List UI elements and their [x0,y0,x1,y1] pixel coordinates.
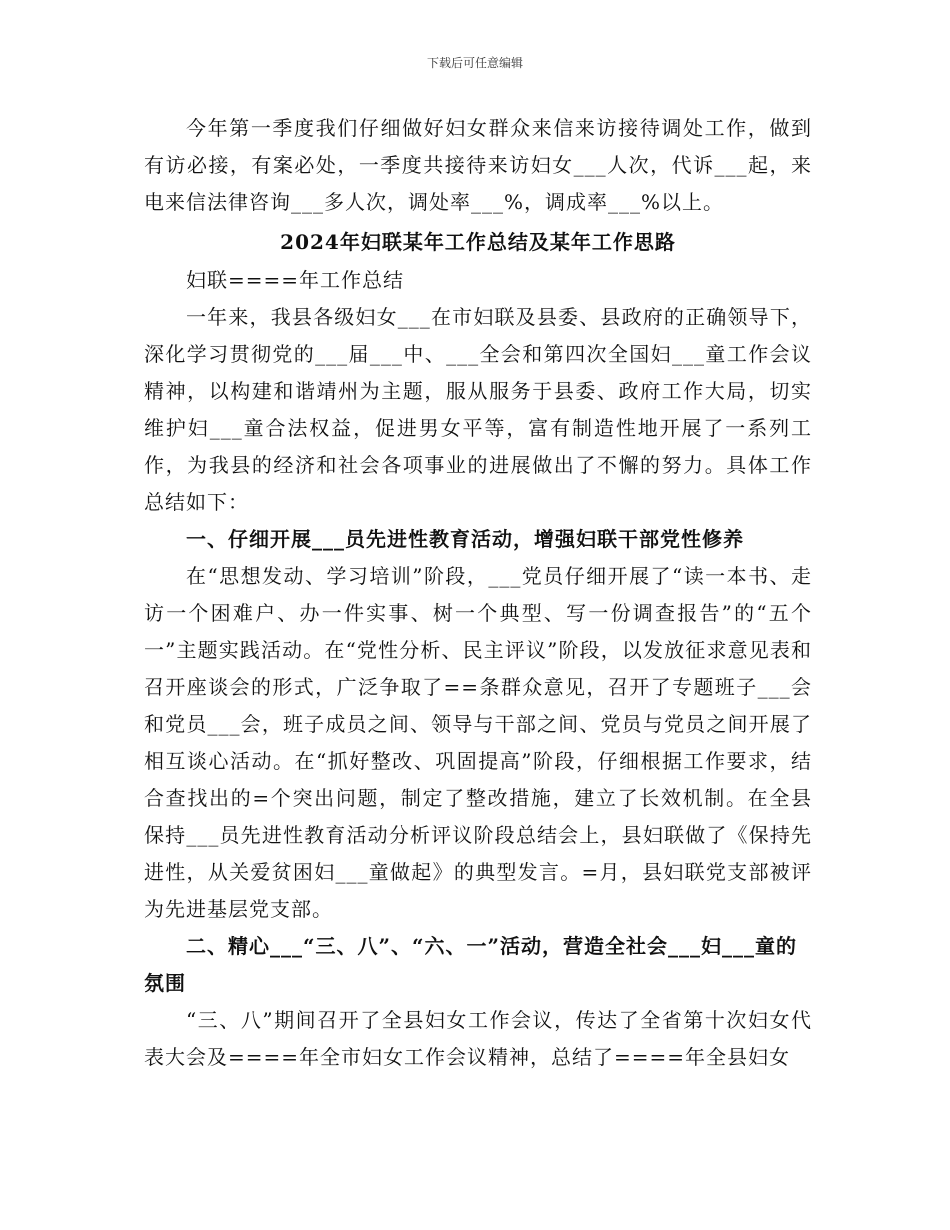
page-header-note: 下载后可任意编辑 [426,56,523,70]
section-heading-2: 二、精心___“三、八”、“六、一”活动，营造全社会___妇___童的氛围 [144,934,798,995]
document-title: 2024年妇联某年工作总结及某年工作思路 [280,230,676,254]
document-subtitle: 妇联====年工作总结 [186,268,405,292]
paragraph-section-2: “三、八”期间召开了全县妇女工作会议，传达了全省第十次妇女代表大会及====年全市妇女工作会议精神，总结了====年全县妇女 [144,1008,812,1069]
intro-paragraph: 今年第一季度我们仔细做好妇女群众来信来访接待调处工作，做到有访必接，有案必处，一季度共接待来访妇女___人次，代诉___起，来电来信法律咨询___多人次，调处率___%，调成率___%以上。 [144,116,812,214]
paragraph-summary: 一年来，我县各级妇女___在市妇联及县委、县政府的正确领导下，深化学习贯彻党的___届___中、___全会和第四次全国妇___童工作会议精神，以构建和谐靖州为主题，服从服务于县委、政府工作大局，切实维护妇___童合法权益，促进男女平等，富有制造性地开展了一系列工作，为我县的经济和社会各项事业的进展做出了不懈的努力。具体工作总结如下： [144,305,812,514]
section-heading-1: 一、仔细开展___员先进性教育活动，增强妇联干部党性修养 [186,527,744,551]
paragraph-section-1: 在“思想发动、学习培训”阶段，___党员仔细开展了“读一本书、走访一个困难户、办一件实事、树一个典型、写一份调查报告”的“五个一”主题实践活动。在“党性分析、民主评议”阶段，以发放征求意见表和召开座谈会的形式，广泛争取了==条群众意见，召开了专题班子___会和党员___会，班子成员之间、领导与干部之间、党员与党员之间开展了相互谈心活动。在“抓好整改、巩固提高”阶段，仔细根据工作要求，结合查找出的=个突出问题，制定了整改措施，建立了长效机制。在全县保持___员先进性教育活动分析评议阶段总结会上，县妇联做了《保持先进性，从关爱贫困妇___童做起》的典型发言。=月，县妇联党支部被评为先进基层党支部。 [144,564,812,921]
document-body [144,110,812,1076]
